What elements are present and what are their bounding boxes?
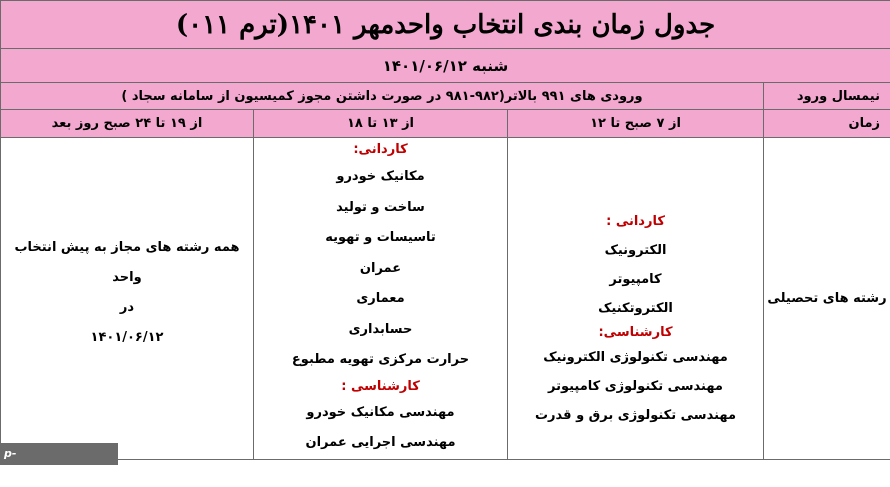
fields-slot-evening	[1, 138, 254, 460]
field-item: مکانیک خودرو	[336, 162, 424, 193]
entry-semester-label: نیمسال ورود	[764, 83, 890, 110]
field-item: مهندسی مکانیک خودرو	[306, 398, 454, 429]
field-item: ساخت و تولید	[336, 193, 425, 224]
fields-slot-morning	[508, 138, 764, 460]
associate-heading: کاردانی :	[606, 207, 665, 236]
page-title: جدول زمان بندی انتخاب واحدمهر ۱۴۰۱(ترم ۰۱۱)	[1, 1, 890, 49]
field-item: عمران	[360, 254, 401, 285]
field-item: مهندسی اجرایی عمران	[305, 428, 455, 459]
bachelor-heading: کارشناسی :	[341, 376, 420, 398]
field-item: حسابداری	[349, 315, 413, 346]
entry-semester-value: ورودی های ۹۹۱ بالاتر(۹۸۲-۹۸۱ در صورت داشتن مجوز کمیسیون از سامانه سجاد )	[1, 83, 764, 110]
field-item: معماری	[356, 284, 404, 315]
fields-label: رشته های تحصیلی	[764, 138, 890, 460]
all-fields-text: همه رشته های مجاز به پیش انتخاب واحد	[1, 233, 253, 293]
field-item: الکتروتکنیک	[598, 294, 673, 323]
field-item: حرارت مرکزی تهویه مطبوع	[292, 345, 469, 376]
fields-slot-afternoon	[254, 138, 508, 460]
field-item: تاسیسات و تهویه	[325, 223, 436, 254]
field-item: مهندسی تکنولوژی الکترونیک	[543, 343, 728, 372]
time-slot-afternoon: از ۱۳ تا ۱۸	[254, 110, 508, 138]
field-item: کامپیوتر	[609, 265, 661, 294]
time-label: زمان	[764, 110, 890, 138]
time-slot-evening: از ۱۹ تا ۲۴ صبح روز بعد	[1, 110, 254, 138]
field-item: مهندسی تکنولوژی برق و قدرت	[535, 401, 736, 430]
all-fields-in: در	[120, 293, 134, 323]
field-item: مهندسی تکنولوژی کامپیوتر	[548, 372, 723, 401]
bachelor-heading: کارشناسی:	[598, 323, 672, 343]
field-item: الکترونیک	[605, 236, 667, 265]
associate-heading: کاردانی:	[353, 138, 407, 162]
time-slot-morning: از ۷ صبح تا ۱۲	[508, 110, 764, 138]
all-fields-date: ۱۴۰۱/۰۶/۱۲	[91, 323, 164, 353]
schedule-date: شنبه ۱۴۰۱/۰۶/۱۲	[1, 49, 890, 83]
site-watermark: p-sabzevar.tvu.ac.ir	[0, 443, 118, 465]
